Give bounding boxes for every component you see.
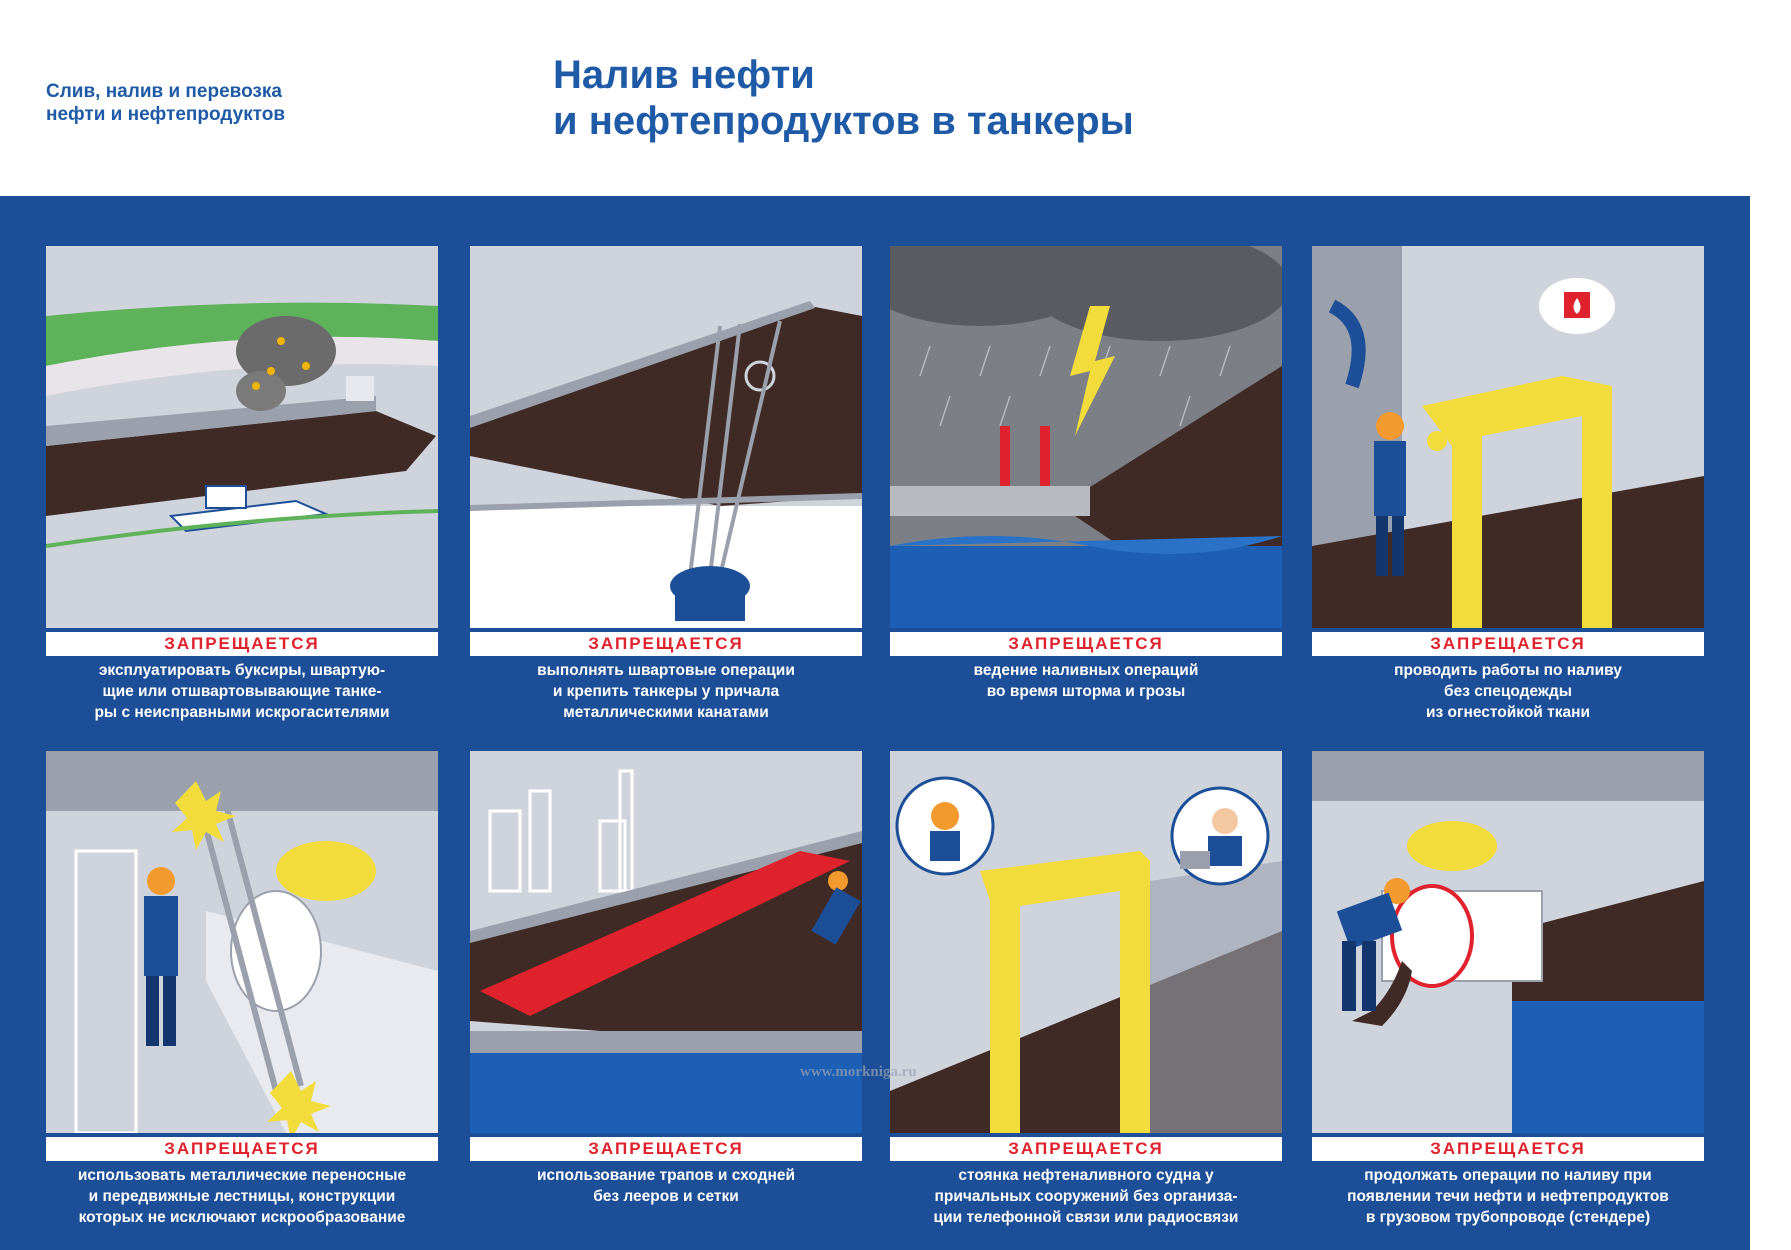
worker-without-fireproof-clothing-illustration: [1312, 246, 1704, 628]
panel-5: [46, 751, 438, 1226]
prohibited-banner: ЗАПРЕЩАЕТСЯ: [470, 1137, 862, 1161]
panel-7: [890, 751, 1282, 1226]
prohibited-banner: ЗАПРЕЩАЕТСЯ: [470, 632, 862, 656]
caption-line: стоянка нефтеналивного судна у: [958, 1167, 1214, 1184]
watermark: www.morkniga.ru: [800, 1064, 917, 1080]
prohibited-banner: ЗАПРЕЩАЕТСЯ: [46, 1137, 438, 1161]
caption-line: без лееров и сетки: [593, 1188, 739, 1205]
prohibited-banner: ЗАПРЕЩАЕТСЯ: [890, 1137, 1282, 1161]
tugboat-sparks-illustration: [46, 246, 438, 628]
panel-caption: [32, 660, 452, 723]
panel-3: [890, 246, 1282, 716]
caption-line: без спецодежды: [1444, 683, 1572, 700]
prohibited-banner: ЗАПРЕЩАЕТСЯ: [890, 632, 1282, 656]
caption-line: которых не исключают искрообразование: [78, 1209, 406, 1226]
panel-caption: [1298, 660, 1718, 723]
panel-4: [1312, 246, 1704, 721]
panel-caption: [876, 660, 1296, 702]
phone-radio-communication-illustration: [890, 751, 1282, 1133]
caption-line: проводить работы по наливу: [1394, 662, 1622, 679]
poster-title-line: и нефтепродуктов в танкеры: [553, 99, 1134, 143]
panel-2: [470, 246, 862, 721]
poster-subtitle: [46, 80, 285, 126]
caption-line: из огнестойкой ткани: [1426, 704, 1590, 721]
caption-line: использовать металлические переносные: [77, 1167, 407, 1184]
poster-title: [553, 52, 1134, 144]
prohibited-banner: ЗАПРЕЩАЕТСЯ: [1312, 632, 1704, 656]
steel-mooring-ropes-illustration: [470, 246, 862, 628]
panel-caption: [456, 1165, 876, 1207]
storm-lightning-illustration: [890, 246, 1282, 628]
pipeline-oil-leak-illustration: [1312, 751, 1704, 1133]
prohibited-banner: ЗАПРЕЩАЕТСЯ: [46, 632, 438, 656]
caption-line: причальных сооружений без организа-: [934, 1188, 1238, 1205]
poster-title-line: Налив нефти: [553, 53, 815, 97]
prohibited-banner: ЗАПРЕЩАЕТСЯ: [1312, 1137, 1704, 1161]
caption-line: появлении течи нефти и нефтепродуктов: [1347, 1188, 1669, 1205]
caption-line: и крепить танкеры у причала: [552, 683, 780, 700]
caption-line: щие или отшвартовывающие танке-: [102, 683, 382, 700]
panel-caption: [1298, 1165, 1718, 1228]
panel-board: [0, 196, 1750, 1250]
metal-ladder-sparks-illustration: [46, 751, 438, 1133]
panel-1: [46, 246, 438, 721]
caption-line: продолжать операции по наливу при: [1364, 1167, 1652, 1184]
caption-line: в грузовом трубопроводе (стендере): [1365, 1209, 1651, 1226]
panel-caption: [32, 1165, 452, 1228]
poster-subtitle-line: Слив, налив и перевозка: [46, 81, 282, 102]
caption-line: выполнять швартовые операции: [537, 662, 795, 679]
poster-subtitle-line: нефти и нефтепродуктов: [46, 104, 286, 125]
panel-caption: [876, 1165, 1296, 1228]
caption-line: ции телефонной связи или радиосвязи: [933, 1209, 1239, 1226]
caption-line: во время шторма и грозы: [986, 683, 1186, 700]
panel-caption: [456, 660, 876, 723]
caption-line: эксплуатировать буксиры, швартую-: [98, 662, 386, 679]
caption-line: металлическими канатами: [563, 704, 769, 721]
panel-6: [470, 751, 862, 1221]
caption-line: и передвижные лестницы, конструкции: [88, 1188, 396, 1205]
caption-line: ры с неисправными искрогасителями: [94, 704, 390, 721]
panel-8: [1312, 751, 1704, 1226]
caption-line: использование трапов и сходней: [537, 1167, 795, 1184]
caption-line: ведение наливных операций: [973, 662, 1199, 679]
